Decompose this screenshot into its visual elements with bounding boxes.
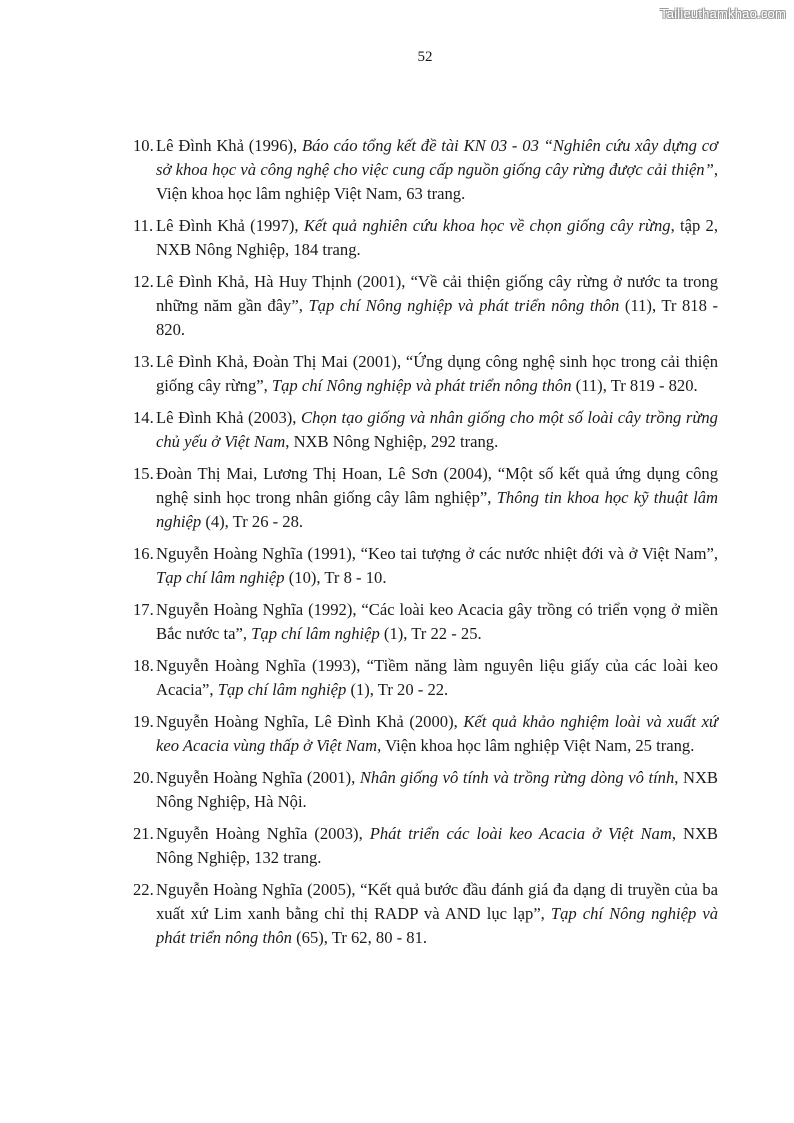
reference-title-italic: Kết quả nghiên cứu khoa học về chọn giống cây rừng [303, 216, 671, 235]
reference-text-segment: (1), Tr 22 - 25. [379, 624, 482, 643]
reference-item [133, 462, 718, 534]
reference-text-segment: , NXB Nông Nghiệp, 132 trang. [156, 824, 719, 867]
reference-number: 13. [133, 352, 154, 371]
reference-text-segment: (1), Tr 20 - 22. [346, 680, 449, 699]
reference-number: 22. [133, 880, 154, 899]
reference-text-segment: (11), Tr 819 - 820. [571, 376, 698, 395]
reference-text [156, 656, 718, 699]
reference-text-segment: Lê Đình Khả (1997), [156, 216, 304, 235]
reference-text [156, 272, 718, 339]
reference-item [133, 270, 718, 342]
reference-text [156, 600, 718, 643]
reference-number: 15. [133, 464, 154, 483]
reference-text-segment: , NXB Nông Nghiệp, Hà Nội. [156, 768, 718, 811]
reference-text [156, 768, 718, 811]
reference-text-segment: , NXB Nông Nghiệp, 292 trang. [285, 432, 499, 451]
reference-text-segment: Lê Đình Khả (2003), [156, 408, 302, 427]
reference-item [133, 214, 718, 262]
reference-text-segment: Lê Đình Khả, Đoàn Thị Mai (2001), “Ứng dụng công nghệ sinh học trong cải thiện giống cây rừng”, [156, 352, 718, 395]
reference-number: 10. [133, 136, 154, 155]
reference-number: 11. [133, 216, 154, 235]
reference-text-segment: Lê Đình Khả (1996), [156, 136, 302, 155]
reference-text [156, 880, 718, 947]
reference-title-italic: Tạp chí lâm nghiệp [251, 624, 380, 643]
page-number: 52 [417, 49, 433, 65]
reference-item [133, 878, 718, 950]
reference-text-segment: Nguyễn Hoàng Nghĩa (2003), [156, 824, 370, 843]
reference-text [156, 352, 718, 395]
reference-text-segment: (4), Tr 26 - 28. [201, 512, 304, 531]
reference-title-italic: Tạp chí lâm nghiệp [217, 680, 347, 699]
reference-text-segment: , Viện khoa học lâm nghiệp Việt Nam, 25 trang. [377, 736, 695, 755]
reference-text-segment: (11), Tr 818 - 820. [156, 296, 718, 339]
reference-number: 18. [133, 656, 154, 675]
reference-text-segment: Lê Đình Khả, Hà Huy Thịnh (2001), “Về cải thiện giống cây rừng ở nước ta trong những năm gần đây”, [156, 272, 718, 315]
reference-item [133, 406, 718, 454]
reference-number: 12. [133, 272, 154, 291]
reference-text-segment: Nguyễn Hoàng Nghĩa (2005), “Kết quả bước đầu đánh giá đa dạng di truyền của ba xuất xứ Lim xanh bằng chỉ thị RADP và AND lục lạp”, [156, 880, 718, 923]
reference-number: 21. [133, 824, 154, 843]
reference-text [156, 544, 718, 587]
reference-text-segment: Nguyễn Hoàng Nghĩa (2001), [156, 768, 360, 787]
reference-item [133, 350, 718, 398]
reference-text [156, 408, 718, 451]
reference-title-italic: Tạp chí lâm nghiệp [156, 568, 285, 587]
reference-title-italic: Phát triển các loài keo Acacia ở Việt Nam [369, 824, 672, 843]
reference-number: 16. [133, 544, 154, 563]
reference-item [133, 598, 718, 646]
reference-title-italic: Kết quả khảo nghiệm loài và xuất xứ keo Acacia vùng thấp ở Việt Nam [156, 712, 718, 755]
reference-title-italic: Tạp chí Nông nghiệp và phát triển nông thôn [156, 904, 718, 947]
reference-text-segment: , tập 2, NXB Nông Nghiệp, 184 trang. [156, 216, 719, 259]
reference-title-italic: Thông tin khoa học kỹ thuật lâm nghiệp [156, 488, 718, 531]
reference-number: 19. [133, 712, 154, 731]
reference-text [156, 216, 718, 259]
reference-title-italic: Tạp chí Nông nghiệp và phát triển nông thôn [271, 376, 572, 395]
reference-number: 14. [133, 408, 154, 427]
reference-item [133, 542, 718, 590]
reference-item [133, 710, 718, 758]
reference-number: 17. [133, 600, 154, 619]
reference-text-segment: Đoàn Thị Mai, Lương Thị Hoan, Lê Sơn (2004), “Một số kết quả ứng dụng công nghệ sinh học trong nhân giống cây lâm nghiệp”, [156, 464, 718, 507]
reference-text-segment: Nguyễn Hoàng Nghĩa, Lê Đình Khả (2000), [156, 712, 464, 731]
reference-title-italic: Tạp chí Nông nghiệp và phát triển nông thôn [308, 296, 620, 315]
reference-title-italic: Nhân giống vô tính và trồng rừng dòng vô tính [359, 768, 675, 787]
reference-text-segment: (65), Tr 62, 80 - 81. [291, 928, 428, 947]
reference-text-segment: , Viện khoa học lâm nghiệp Việt Nam, 63 trang. [156, 160, 718, 203]
reference-title-italic: Báo cáo tổng kết đề tài KN 03 - 03 “Nghiên cứu xây dựng cơ sở khoa học và công nghệ cho việc cung cấp nguồn giống cây rừng được cải thiện” [156, 136, 718, 179]
reference-text [156, 824, 718, 867]
reference-list [133, 134, 718, 958]
reference-text-segment: (10), Tr 8 - 10. [284, 568, 387, 587]
reference-item [133, 822, 718, 870]
watermark: Tailieuthamkhao.com [660, 6, 786, 21]
reference-title-italic: Chọn tạo giống và nhân giống cho một số loài cây trồng rừng chủ yếu ở Việt Nam [156, 408, 718, 451]
reference-text-segment: Nguyễn Hoàng Nghĩa (1993), “Tiềm năng làm nguyên liệu giấy của các loài keo Acacia”, [156, 656, 718, 699]
reference-text-segment: Nguyễn Hoàng Nghĩa (1992), “Các loài keo Acacia gây trồng có triển vọng ở miền Bắc nước ta”, [156, 600, 718, 643]
reference-item [133, 766, 718, 814]
reference-text [156, 136, 718, 203]
reference-item [133, 134, 718, 206]
reference-number: 20. [133, 768, 154, 787]
reference-text-segment: Nguyễn Hoàng Nghĩa (1991), “Keo tai tượng ở các nước nhiệt đới và ở Việt Nam”, [156, 544, 718, 563]
reference-item [133, 654, 718, 702]
reference-text [156, 464, 718, 531]
reference-text [156, 712, 718, 755]
